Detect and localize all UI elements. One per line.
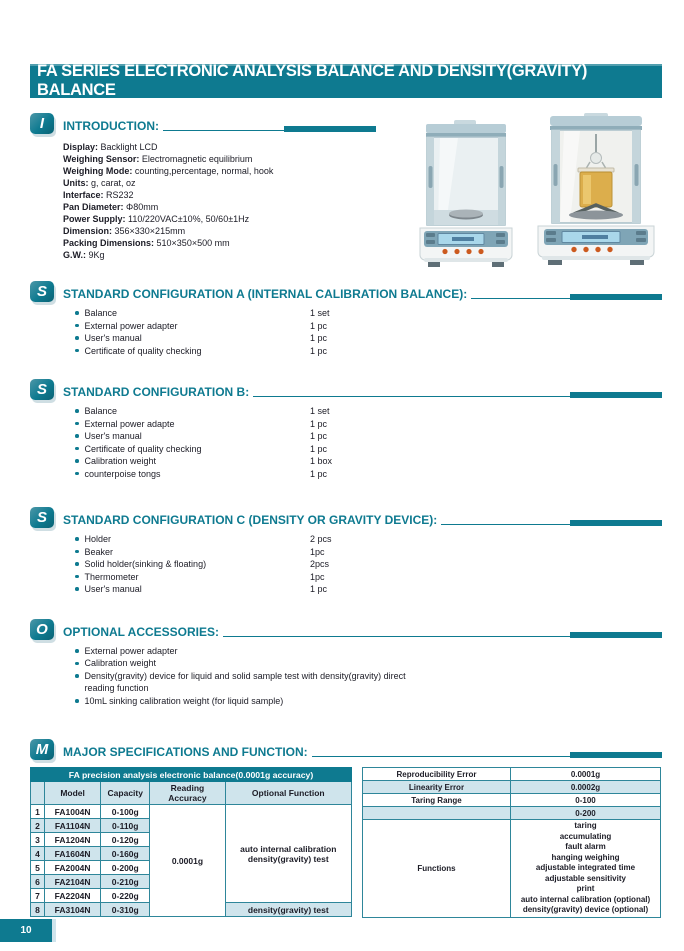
spec-line: Interface: RS232 (63, 190, 134, 200)
heading-bar (284, 126, 376, 132)
column-header: Reading Accuracy (150, 782, 225, 805)
heading-bar (570, 752, 662, 758)
config-c-list (75, 533, 662, 596)
bullet-icon (75, 472, 79, 476)
list-item: counterpoise tongs 1 pc (75, 468, 662, 481)
heading-bar (570, 632, 662, 638)
list-item: Beaker 1pc (75, 546, 662, 559)
table-header-row (31, 782, 352, 805)
table-row: Reproducibility Error 0.0001g (363, 768, 661, 781)
table-row: 7 FA2204N 0-220g (31, 889, 352, 903)
bullet-icon (75, 422, 79, 426)
spec-tables (30, 767, 662, 918)
table-row: 4 FA1604N 0-160g (31, 847, 352, 861)
list-item: Balance 1 set (75, 405, 662, 418)
bullet-icon (75, 587, 79, 591)
table-row: 3 FA1204N 0-120g (31, 833, 352, 847)
list-item: Certificate of quality checking 1 pc (75, 345, 662, 358)
list-item: Certificate of quality checking 1 pc (75, 443, 662, 456)
column-header (31, 782, 45, 805)
optional-function-cell: auto internal calibration density(gravity) test (225, 805, 351, 903)
bullet-icon (75, 662, 79, 666)
list-item: Thermometer 1pc (75, 571, 662, 584)
list-item: External power adapter (75, 645, 430, 658)
section-heading: INTRODUCTION: (63, 119, 159, 133)
table-row: 2 FA1104N 0-110g (31, 819, 352, 833)
table-row: 0-200 (363, 807, 661, 820)
list-item: User's manual 1 pc (75, 583, 662, 596)
bullet-icon (75, 447, 79, 451)
bullet-icon (75, 550, 79, 554)
list-item: Holder 2 pcs (75, 533, 662, 546)
optional-function-last-cell: density(gravity) test (225, 903, 351, 917)
table-row: Linearity Error 0.0002g (363, 781, 661, 794)
column-header: Capacity (101, 782, 150, 805)
heading-rule (312, 756, 570, 757)
spec-line: Weighing Sensor: Electromagnetic equilibrium (63, 154, 253, 164)
spec-line: Display: Backlight LCD (63, 142, 158, 152)
bullet-icon (75, 349, 79, 353)
spec-line: Units: g, carat, oz (63, 178, 136, 188)
list-item: Calibration weight 1 box (75, 455, 662, 468)
reading-accuracy-cell: 0.0001g (150, 805, 225, 917)
config-b-list (75, 405, 662, 480)
list-item: 10mL sinking calibration weight (for liquid sample) (75, 695, 430, 708)
section-heading: MAJOR SPECIFICATIONS AND FUNCTION: (63, 745, 308, 759)
section-letter-icon: I (30, 113, 54, 134)
page-content (30, 112, 662, 918)
list-item: Density(gravity) device for liquid and solid sample test with density(gravity) direct reading function (75, 670, 430, 695)
bullet-icon (75, 434, 79, 438)
model-spec-table (30, 767, 352, 917)
section-config-a-header (30, 280, 662, 301)
spec-line: Power Supply: 110/220VAC±10%, 50/60±1Hz (63, 214, 250, 224)
table-row: 6 FA2104N 0-210g (31, 875, 352, 889)
bullet-icon (75, 336, 79, 340)
column-header: Optional Function (225, 782, 351, 805)
heading-bar (570, 520, 662, 526)
spec-line: Weighing Mode: counting,percentage, normal, hook (63, 166, 274, 176)
table-row: 5 FA2004N 0-200g (31, 861, 352, 875)
intro-spec-list (63, 141, 662, 261)
spec-line: Pan Diameter: Φ80mm (63, 202, 159, 212)
table-row: Taring Range 0-100 (363, 794, 661, 807)
column-header: Model (45, 782, 101, 805)
section-introduction-header (30, 112, 376, 133)
spec-line: Dimension: 356×330×215mm (63, 226, 186, 236)
error-function-table (362, 767, 661, 918)
section-config-b-header (30, 378, 662, 399)
section-optional-header (30, 618, 662, 639)
bullet-icon (75, 562, 79, 566)
section-letter-icon: S (30, 281, 54, 302)
section-heading: OPTIONAL ACCESSORIES: (63, 624, 220, 639)
section-major-header (30, 738, 662, 759)
bullet-icon (75, 324, 79, 328)
heading-bar (570, 294, 662, 300)
section-heading: STANDARD CONFIGURATION A (INTERNAL CALIBRATION BALANCE): (63, 287, 468, 301)
heading-rule (253, 396, 570, 397)
list-item: User's manual 1 pc (75, 430, 662, 443)
section-heading: STANDARD CONFIGURATION C (DENSITY OR GRAVITY DEVICE): (63, 513, 438, 527)
bullet-icon (75, 674, 79, 678)
optional-list (75, 645, 662, 708)
heading-bar (570, 392, 662, 398)
list-item: Balance 1 set (75, 307, 662, 320)
list-item: User's manual 1 pc (75, 332, 662, 345)
section-letter-icon: M (30, 739, 54, 760)
list-item: External power adapter 1 pc (75, 320, 662, 333)
spec-line: Packing Dimensions: 510×350×500 mm (63, 238, 230, 248)
bullet-icon (75, 311, 79, 315)
heading-rule (223, 636, 570, 637)
bullet-icon (75, 409, 79, 413)
table-title: FA precision analysis electronic balance(0.0001g accuracy) (31, 768, 352, 782)
bullet-icon (75, 649, 79, 653)
table-row: 1 FA1004N 0-100g 0.0001g auto internal calibration density(gravity) test (31, 805, 352, 819)
bullet-icon (75, 575, 79, 579)
bullet-icon (75, 459, 79, 463)
spec-line: G.W.: 9Kg (63, 250, 105, 260)
heading-rule (441, 524, 570, 525)
section-config-c-header (30, 506, 662, 527)
heading-rule (471, 298, 570, 299)
functions-value-cell: taring accumulating fault alarm hanging weighing adjustable integrated time adjustable sensitivity print auto internal calibration (optional) density(gravity) device (optional) (511, 820, 661, 918)
table-row: 8 FA3104N 0-310g density(gravity) test (31, 903, 352, 917)
list-item: External power adapte 1 pc (75, 418, 662, 431)
page-title: FA SERIES ELECTRONIC ANALYSIS BALANCE AND DENSITY(GRAVITY) BALANCE (30, 64, 662, 98)
config-a-list (75, 307, 662, 357)
heading-rule (163, 130, 284, 131)
page-number: 10 (0, 919, 56, 942)
section-letter-icon: O (30, 619, 54, 640)
section-letter-icon: S (30, 507, 54, 528)
list-item: Calibration weight (75, 657, 430, 670)
section-letter-icon: S (30, 379, 54, 400)
section-heading: STANDARD CONFIGURATION B: (63, 385, 250, 399)
bullet-icon (75, 537, 79, 541)
functions-label-cell: Functions (363, 820, 511, 918)
bullet-icon (75, 699, 79, 703)
list-item: Solid holder(sinking & floating) 2pcs (75, 558, 662, 571)
table-row (363, 820, 661, 918)
